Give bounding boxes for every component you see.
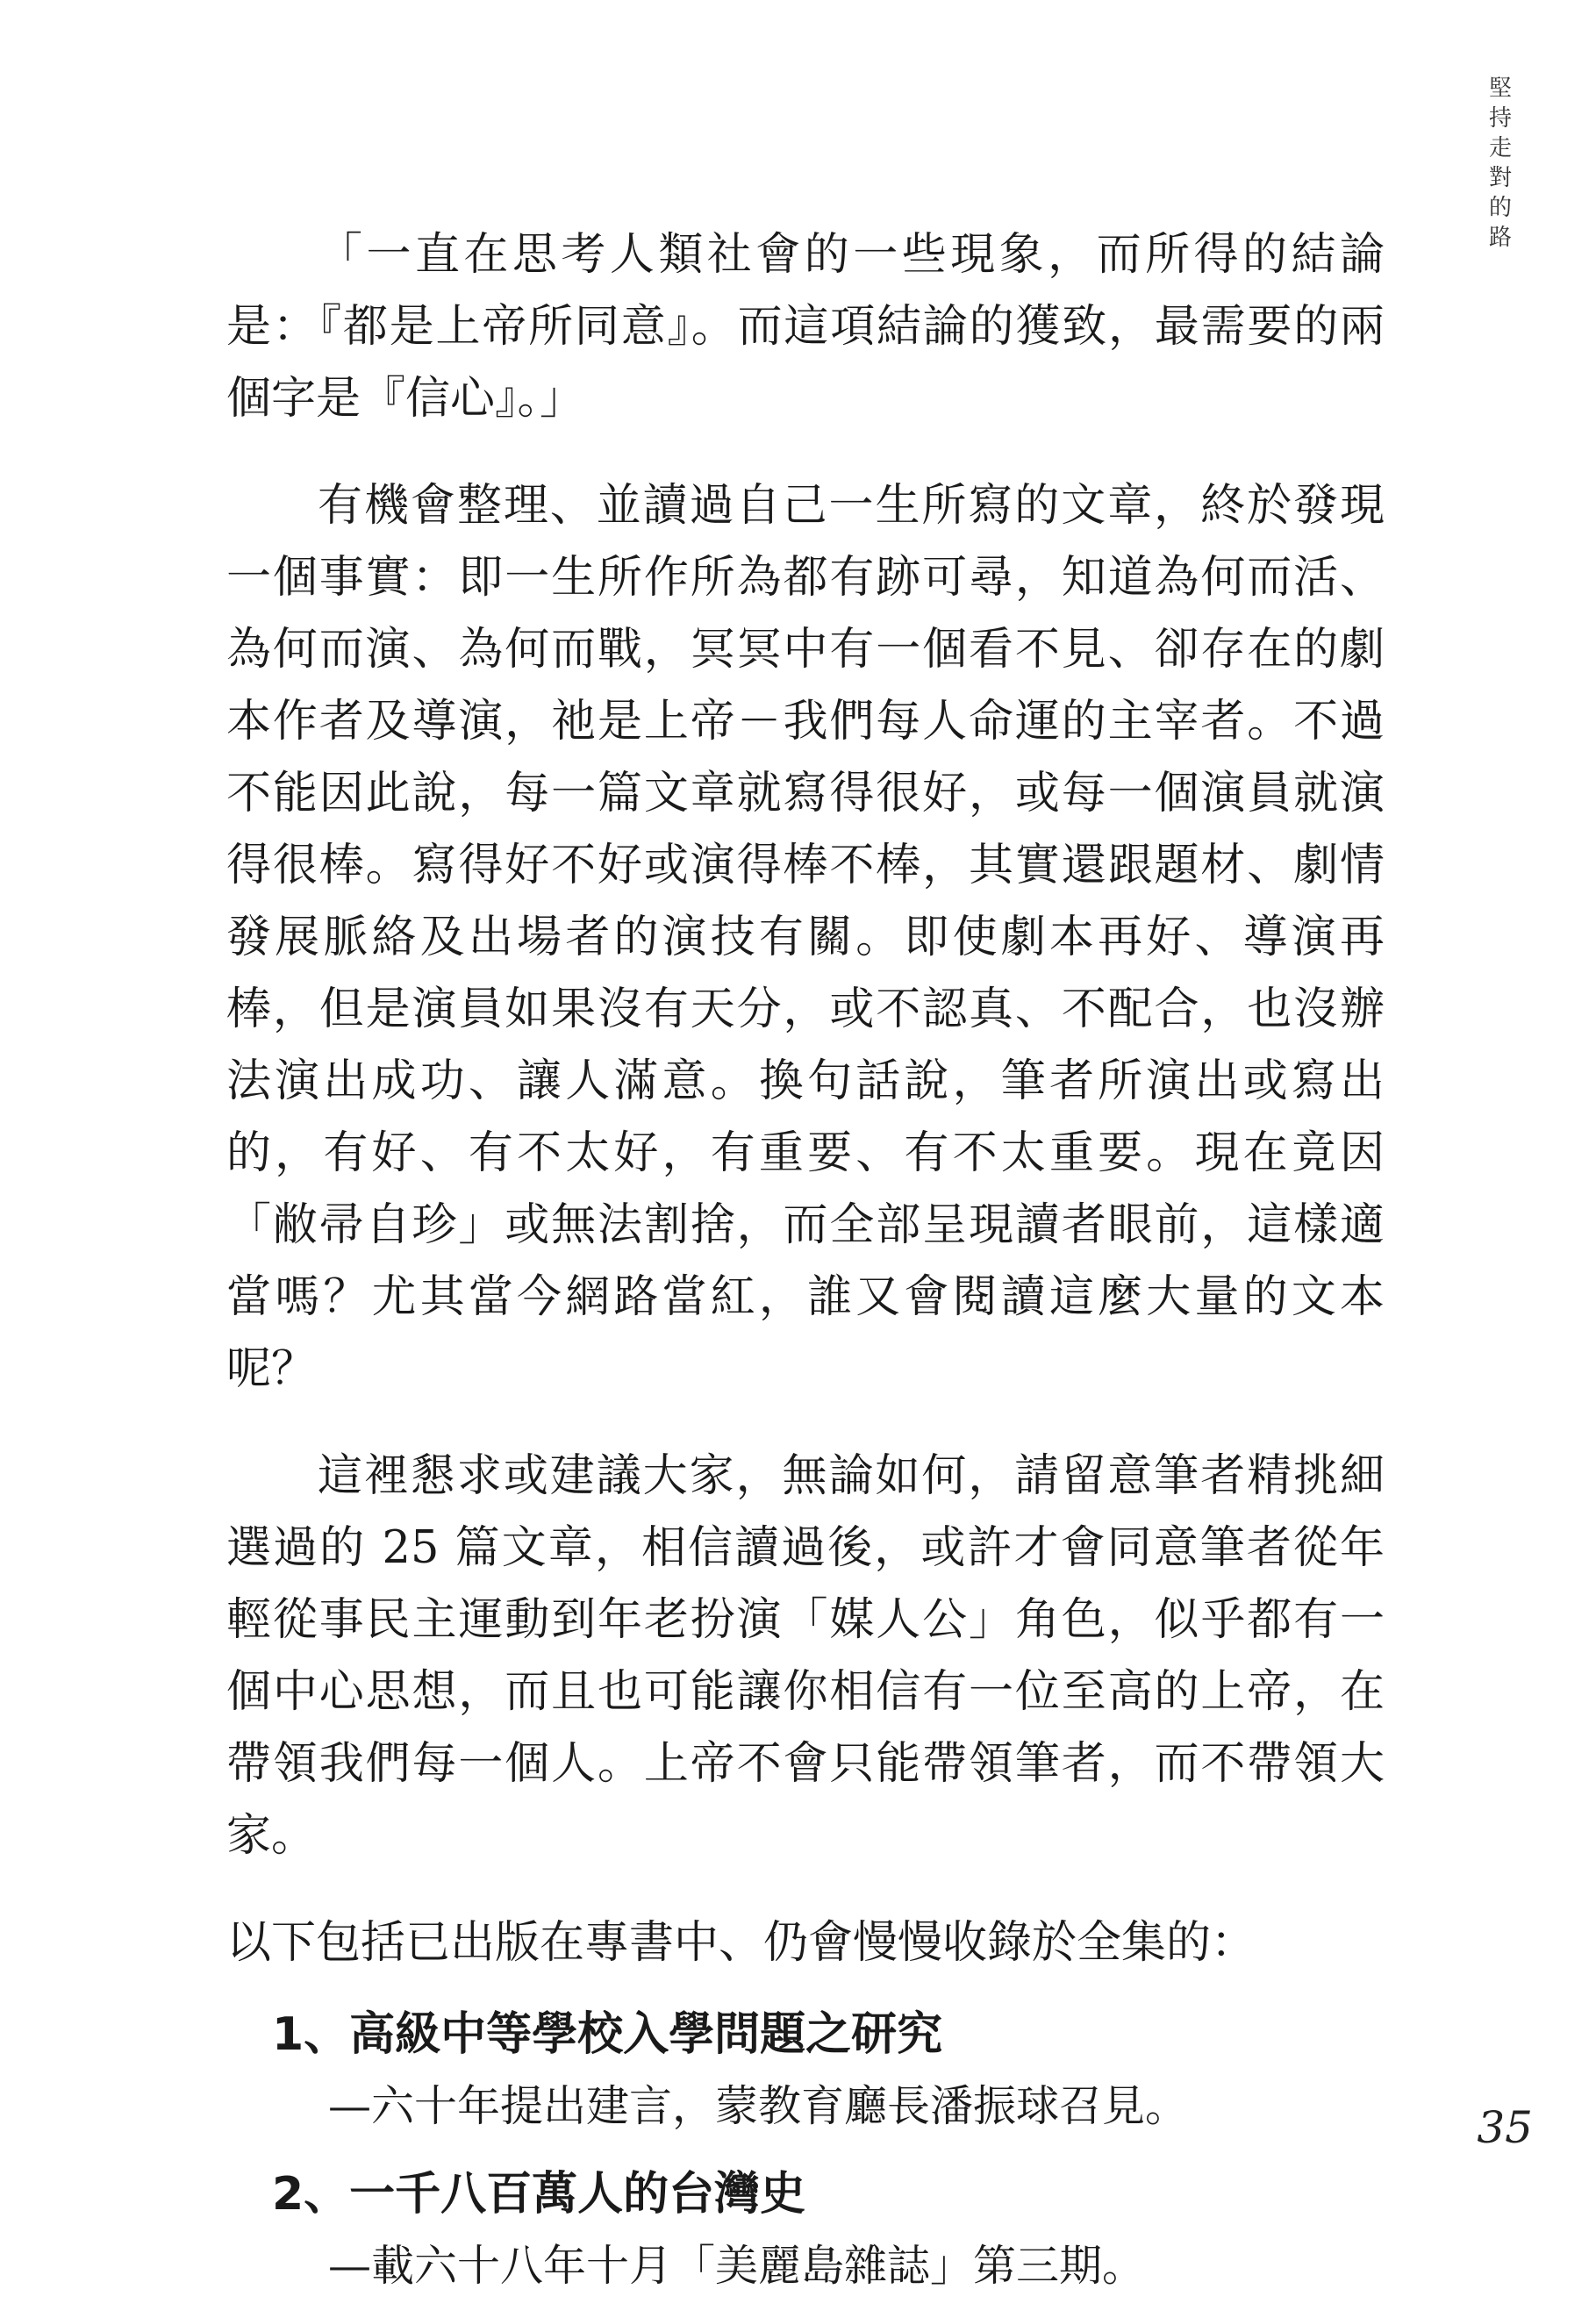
- list-item: [226, 1999, 1385, 2143]
- paragraph-reflection: 有機會整理、並讀過自己一生所寫的文章，終於發現一個事實：即一生所作所為都有跡可尋，知道為何而活、為何而演、為何而戰，冥冥中有一個看不見、卻存在的劇本作者及導演，祂是上帝－我們每人命運的主宰者。不過不能因此說，每一篇文章就寫得很好，或每一個演員就演得很棒。寫得好不好或演得棒不棒，其實還跟題材、劇情發展脈絡及出場者的演技有關。即使劇本再好、導演再棒，但是演員如果沒有天分，或不認真、不配合，也沒辦法演出成功、讓人滿意。換句話說，筆者所演出或寫出的，有好、有不太好，有重要、有不太重要。現在竟因「敝帚自珍」或無法割捨，而全部呈現讀者眼前，這樣適當嗎？尤其當今網路當紅，誰又會閱讀這麼大量的文本呢？: [226, 480, 1385, 1395]
- page-number: 35: [1477, 2102, 1533, 2153]
- paragraph-list-intro: 以下包括已出版在專書中、仍會慢慢收錄於全集的：: [226, 1917, 1256, 1969]
- list-item-title: 2、一千八百萬人的台灣史: [272, 2168, 806, 2221]
- paragraph-quote: 「一直在思考人類社會的一些現象，而所得的結論是：『都是上帝所同意』。而這項結論的獲致，最需要的兩個字是『信心』。」: [226, 229, 1385, 425]
- list-item-title: 1、高級中等學校入學問題之研究: [272, 2008, 943, 2061]
- paragraph-request: 這裡懇求或建議大家，無論如何，請留意筆者精挑細選過的 25 篇文章，相信讀過後，或許才會同意筆者從年輕從事民主運動到年老扮演「媒人公」角色，似乎都有一個中心思想，而且也可能讓你相信有一位至高的上帝，在帶領我們每一個人。上帝不會只能帶領筆者，而不帶領大家。: [226, 1450, 1385, 1862]
- running-head: 堅持走對的路: [1488, 75, 1512, 251]
- list-item: [226, 2158, 1385, 2302]
- page-body: [226, 219, 1385, 2318]
- list-item-note: —六十年提出建言，蒙教育廳長潘振球召見。: [328, 2081, 1189, 2131]
- list-item-note: —載六十八年十月「美麗島雜誌」第三期。: [328, 2241, 1146, 2291]
